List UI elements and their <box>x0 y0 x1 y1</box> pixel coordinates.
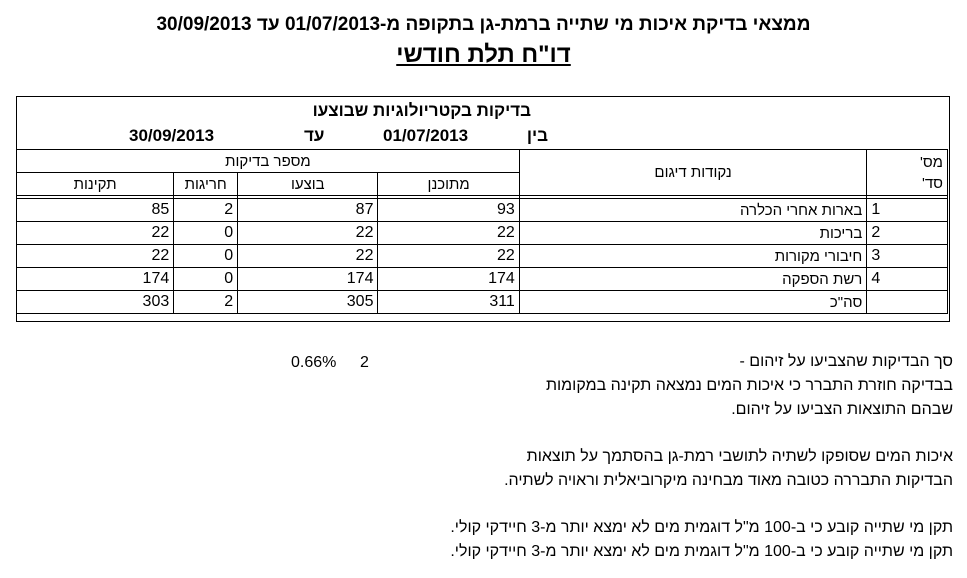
exceptions-cell: 2 <box>174 199 238 222</box>
sampling-point-cell: רשת הספקה <box>519 268 866 291</box>
done-header: בוצעו <box>238 173 378 196</box>
done-cell: 87 <box>238 199 378 222</box>
sampling-point-cell: בארות אחרי הכלרה <box>519 199 866 222</box>
proper-header: תקינות <box>17 173 174 196</box>
summary-line: בבדיקה חוזרת התברר כי איכות המים נמצאה תקינה במקומות <box>545 377 953 394</box>
exceptions-cell: 0 <box>174 268 238 291</box>
summary-line: שבהם התוצאות הצביעו על זיהום. <box>731 401 953 418</box>
total-serial-cell <box>867 291 948 314</box>
serial-cell: 3 <box>867 245 948 268</box>
contamination-percent: 0.66% <box>291 354 337 371</box>
exceptions-cell: 0 <box>174 245 238 268</box>
total-done-cell: 305 <box>238 291 378 314</box>
from-date: 01/07/2013 <box>383 126 469 145</box>
proper-cell: 85 <box>17 199 174 222</box>
sampling-point-cell: בריכות <box>519 222 866 245</box>
serial-header-line1: מס' <box>919 153 943 171</box>
table-row <box>17 245 948 268</box>
proper-cell: 22 <box>17 222 174 245</box>
done-cell: 22 <box>238 245 378 268</box>
total-exceptions-cell: 2 <box>174 291 238 314</box>
table-title: בדיקות בקטריולוגיות שבוצעו <box>312 101 531 120</box>
standard-note: תקן מי שתייה קובע כי ב-100 מ"ל דוגמית מים לא ימצא יותר מ-3 חיידקי קולי. <box>450 543 953 560</box>
sampling-points-header: נקודות דיגום <box>519 150 866 196</box>
proper-cell: 22 <box>17 245 174 268</box>
summary-line: הבדיקות התבררה כטובה מאוד מבחינה מיקרוביאלית וראויה לשתיה. <box>504 472 953 489</box>
serial-cell: 1 <box>867 199 948 222</box>
tests-count-header: מספר בדיקות <box>17 150 520 173</box>
planned-header: מתוכנן <box>378 173 519 196</box>
table-row <box>17 268 948 291</box>
total-planned-cell: 311 <box>378 291 519 314</box>
sampling-point-cell: חיבורי מקורות <box>519 245 866 268</box>
total-label-cell: סה"כ <box>519 291 866 314</box>
summary-line: איכות המים שסופקו לשתיה לתושבי רמת-גן בהסתמך על תוצאות <box>526 448 953 465</box>
planned-cell: 22 <box>378 222 519 245</box>
serial-number-header <box>867 150 948 196</box>
standard-note: תקן מי שתייה קובע כי ב-100 מ"ל דוגמית מים לא ימצא יותר מ-3 חיידקי קולי. <box>450 519 953 536</box>
to-date: 30/09/2013 <box>129 126 215 145</box>
planned-cell: 22 <box>378 245 519 268</box>
until-label: עד <box>304 126 325 145</box>
planned-cell: 93 <box>378 199 519 222</box>
table-row <box>17 222 948 245</box>
report-subtitle: דו"ח תלת חודשי <box>396 41 571 68</box>
exceptions-cell: 0 <box>174 222 238 245</box>
header-row-1 <box>17 150 948 173</box>
contamination-count: 2 <box>360 354 369 371</box>
serial-cell: 4 <box>867 268 948 291</box>
results-table <box>16 149 948 314</box>
contamination-summary-label: סך הבדיקות שהצביעו על זיהום - <box>739 353 953 370</box>
results-table-frame <box>16 96 950 322</box>
report-title: ממצאי בדיקת איכות מי שתייה ברמת-גן בתקופה מ-01/07/2013 עד 30/09/2013 <box>156 14 811 35</box>
total-row <box>17 291 948 314</box>
proper-cell: 174 <box>17 268 174 291</box>
table-row <box>17 199 948 222</box>
total-proper-cell: 303 <box>17 291 174 314</box>
planned-cell: 174 <box>378 268 519 291</box>
serial-header-line2: סד' <box>921 174 943 192</box>
exceptions-header: חריגות <box>174 173 238 196</box>
between-label: בין <box>526 126 548 145</box>
done-cell: 174 <box>238 268 378 291</box>
serial-cell: 2 <box>867 222 948 245</box>
done-cell: 22 <box>238 222 378 245</box>
